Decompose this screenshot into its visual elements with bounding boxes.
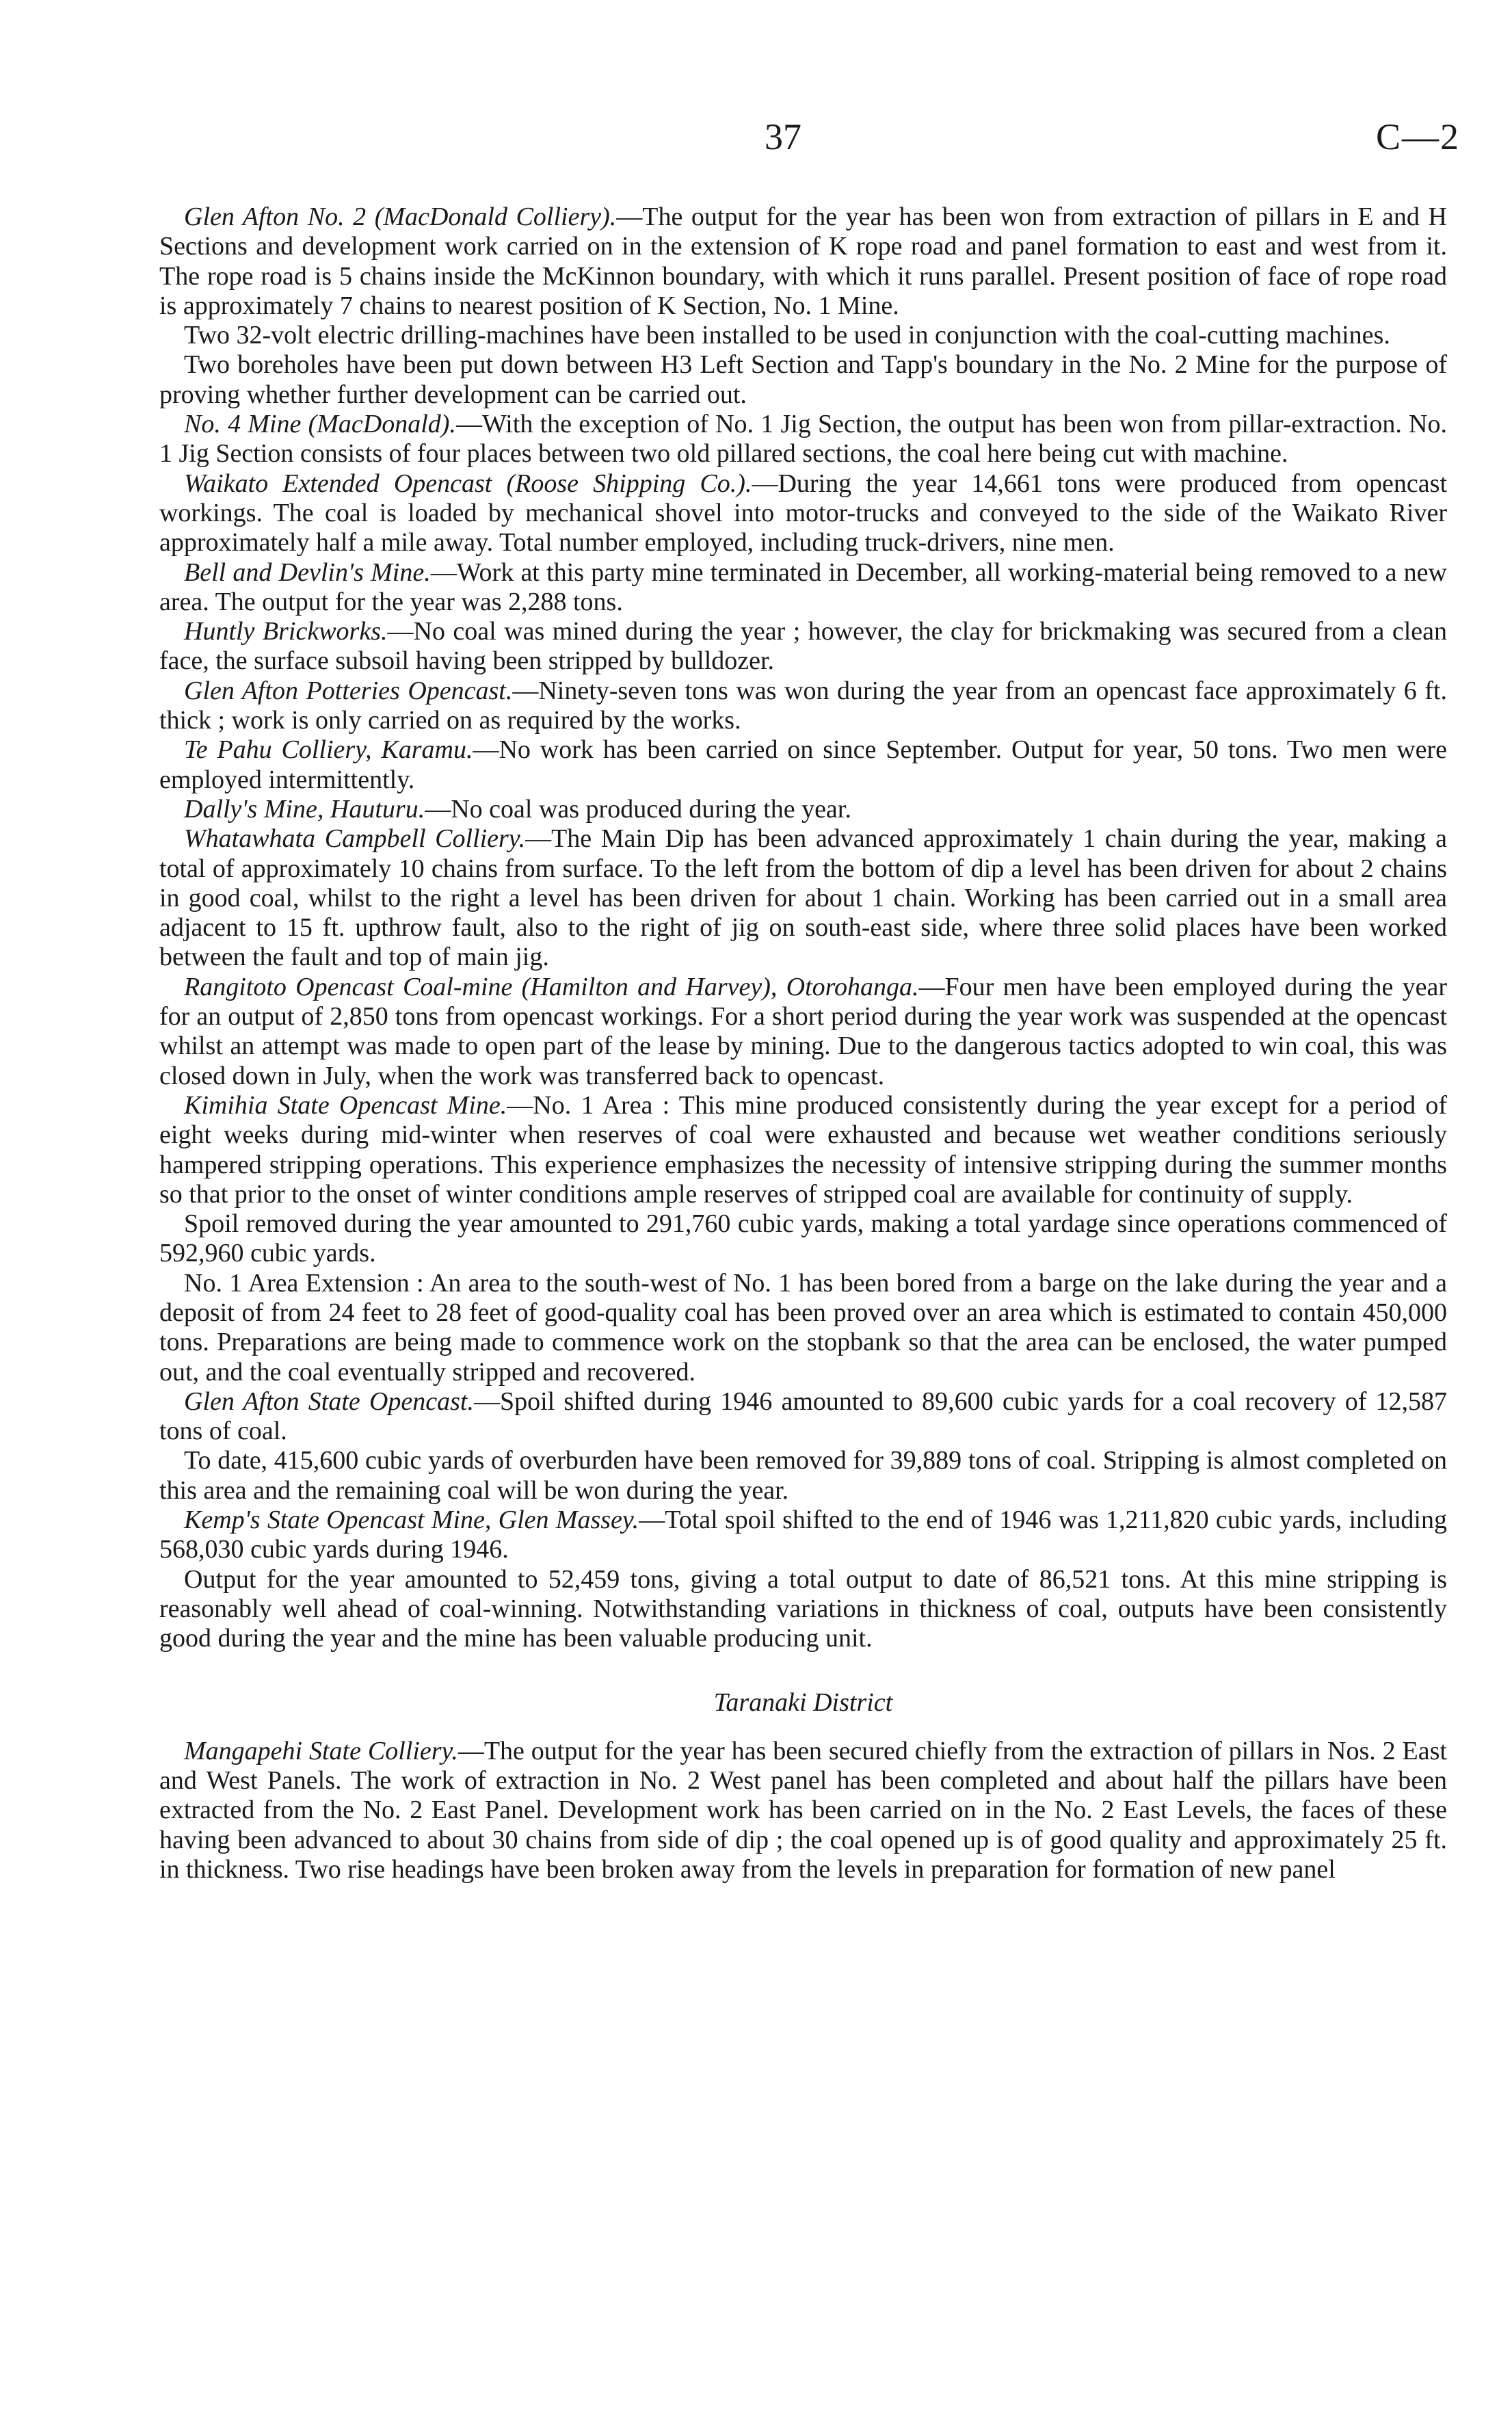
main-paragraphs xyxy=(159,202,1447,1654)
paragraph xyxy=(159,558,1447,618)
page-header xyxy=(0,116,1512,171)
paragraph-text: —Total spoil shifted to the end of 1946 was 1,211,820 cubic yards, including 568,030 cubic yards during 1946. xyxy=(159,1506,1447,1564)
paragraph-text: —During the year 14,661 tons were produced from opencast workings. The coal is loaded by mechanical shovel into motor-trucks and conveyed to the side of the Waikato River approximately half a mile away. Total number employed, including truck-drivers, nine men. xyxy=(159,469,1447,557)
paragraph-text: —Spoil shifted during 1946 amounted to 89,600 cubic yards for a coal recovery of 12,587 tons of coal. xyxy=(159,1387,1447,1446)
paragraph xyxy=(159,321,1447,350)
paragraph-subject: Bell and Devlin's Mine. xyxy=(184,557,431,587)
paragraph-text: —Four men have been employed during the year for an output of 2,850 tons from opencast workings. For a short period during the year work was suspended at the opencast whilst an attempt was made to open part of the lease by mining. Due to the dangerous tactics adopted to win coal, this was closed down in July, when the work was transferred back to opencast. xyxy=(159,972,1448,1090)
paragraph-subject: Mangapehi State Colliery. xyxy=(184,1736,458,1765)
paragraph-subject: Kemp's State Opencast Mine, Glen Massey. xyxy=(184,1506,639,1535)
paragraph xyxy=(159,350,1447,410)
paragraph xyxy=(159,1091,1447,1209)
paragraph xyxy=(159,735,1447,795)
body-text xyxy=(159,202,1447,1884)
paragraph-subject: Glen Afton Potteries Opencast. xyxy=(184,676,513,705)
paragraph xyxy=(159,410,1447,469)
paragraph xyxy=(159,824,1447,972)
paragraph-subject: Glen Afton State Opencast. xyxy=(184,1387,474,1416)
paragraph-text: —No. 1 Area : This mine produced consistently during the year except for a period of eight weeks during mid-winter when reserves of coal were exhausted and because wet weather conditions seriously hampered stripping operations. This experience emphasizes the necessity of intensive stripping during the summer months so that prior to the onset of winter conditions ample reserves of stripped coal are available for continuity of supply. xyxy=(159,1090,1447,1209)
paragraph-text: —No coal was produced during the year. xyxy=(425,794,851,824)
paragraph xyxy=(159,469,1447,558)
paragraph xyxy=(159,1737,1447,1884)
page-number: 37 xyxy=(765,116,801,157)
paragraph xyxy=(159,1387,1447,1447)
paragraph xyxy=(159,973,1447,1091)
paragraph-text: Two 32-volt electric drilling-machines have been installed to be used in conjunction with the coal-cutting machines. xyxy=(184,321,1390,350)
paragraph-subject: No. 4 Mine (MacDonald). xyxy=(184,410,456,439)
paragraph xyxy=(159,617,1447,676)
section-paragraphs xyxy=(159,1737,1447,1884)
paragraph-text: To date, 415,600 cubic yards of overburden have been removed for 39,889 tons of coal. Stripping is almost completed on this area and the remaining coal will be won during the year. xyxy=(159,1446,1447,1505)
paragraph-subject: Waikato Extended Opencast (Roose Shipping Co.). xyxy=(184,469,752,498)
paragraph-text: —No coal was mined during the year ; however, the clay for brickmaking was secured from a clean face, the surface subsoil having been stripped by bulldozer. xyxy=(159,617,1447,676)
paragraph-text: No. 1 Area Extension : An area to the south-west of No. 1 has been bored from a barge on the lake during the year and a deposit of from 24 feet to 28 feet of good-quality coal has been proved over an area which is estimated to contain 450,000 tons. Preparations are being made to commence work on the stopbank so that the area can be enclosed, the water pumped out, and the coal eventually stripped and recovered. xyxy=(159,1268,1447,1387)
paragraph xyxy=(159,1269,1447,1387)
paragraph xyxy=(159,795,1447,824)
paragraph-subject: Te Pahu Colliery, Karamu. xyxy=(184,735,473,765)
paragraph-text: —Work at this party mine terminated in December, all working-material being removed to a new area. The output for the year was 2,288 tons. xyxy=(159,557,1447,616)
paragraph-text: —The output for the year has been won from extraction of pillars in E and H Sections and development work carried on in the extension of K rope road and panel formation to east and west from it. The rope road is 5 chains inside the McKinnon boundary, with which it runs parallel. Present position of face of rope road is approximately 7 chains to nearest position of K Section, No. 1 Mine. xyxy=(159,202,1447,320)
document-code: C—2 xyxy=(1375,116,1460,157)
paragraph-subject: Glen Afton No. 2 (MacDonald Colliery). xyxy=(184,202,617,231)
paragraph-subject: Rangitoto Opencast Coal-mine (Hamilton and Harvey), Otorohanga. xyxy=(184,972,919,1001)
paragraph-text: —No work has been carried on since September. Output for year, 50 tons. Two men were employed intermittently. xyxy=(159,735,1447,794)
paragraph-text: Two boreholes have been put down between H3 Left Section and Tapp's boundary in the No. 2 Mine for the purpose of proving whether further development can be carried out. xyxy=(159,350,1447,409)
paragraph xyxy=(159,1209,1447,1269)
paragraph-subject: Dally's Mine, Hauturu. xyxy=(184,794,425,824)
paragraph-text: Spoil removed during the year amounted to 291,760 cubic yards, making a total yardage since operations commenced of 592,960 cubic yards. xyxy=(159,1209,1447,1268)
paragraph xyxy=(159,676,1447,736)
paragraph-subject: Whatawhata Campbell Colliery. xyxy=(184,824,526,854)
paragraph-text: —With the exception of No. 1 Jig Section, the output has been won from pillar-extraction. No. 1 Jig Section consists of four places between two old pillared sections, the coal here being cut with machine. xyxy=(159,410,1447,469)
paragraph-text: —The Main Dip has been advanced approximately 1 chain during the year, making a total of approximately 10 chains from surface. To the left from the bottom of dip a level has been driven for about 2 chains in good coal, whilst to the right a level has been driven for about 1 chain. Working has been carried out in a small area adjacent to 15 ft. upthrow fault, also to the right of jig on south-east side, where three solid places have been worked between the fault and top of main jig. xyxy=(159,824,1448,972)
paragraph-subject: Huntly Brickworks. xyxy=(184,617,388,646)
paragraph xyxy=(159,1506,1447,1565)
paragraph-subject: Kimihia State Opencast Mine. xyxy=(184,1090,507,1120)
paragraph xyxy=(159,1446,1447,1506)
paragraph-text: —Ninety-seven tons was won during the year from an opencast face approximately 6 ft. thick ; work is only carried on as required by the works. xyxy=(159,676,1447,735)
paragraph-text: —The output for the year has been secured chiefly from the extraction of pillars in Nos. 2 East and West Panels. The work of extraction in No. 2 West panel has been completed and about half the pillars have been extracted from the No. 2 East Panel. Development work has been carried on in the No. 2 East Levels, the faces of these having been advanced to about 30 chains from side of dip ; the coal opened up is of good quality and approximately 25 ft. in thickness. Two rise headings have been broken away from the levels in preparation for formation of new panel xyxy=(159,1736,1447,1884)
paragraph xyxy=(159,202,1447,321)
paragraph xyxy=(159,1565,1447,1654)
section-heading: Taranaki District xyxy=(713,1687,893,1717)
paragraph-text: Output for the year amounted to 52,459 tons, giving a total output to date of 86,521 tons. At this mine stripping is reasonably well ahead of coal-winning. Notwithstanding variations in thickness of coal, outputs have been consistently good during the year and the mine has been valuable producing unit. xyxy=(159,1564,1447,1653)
